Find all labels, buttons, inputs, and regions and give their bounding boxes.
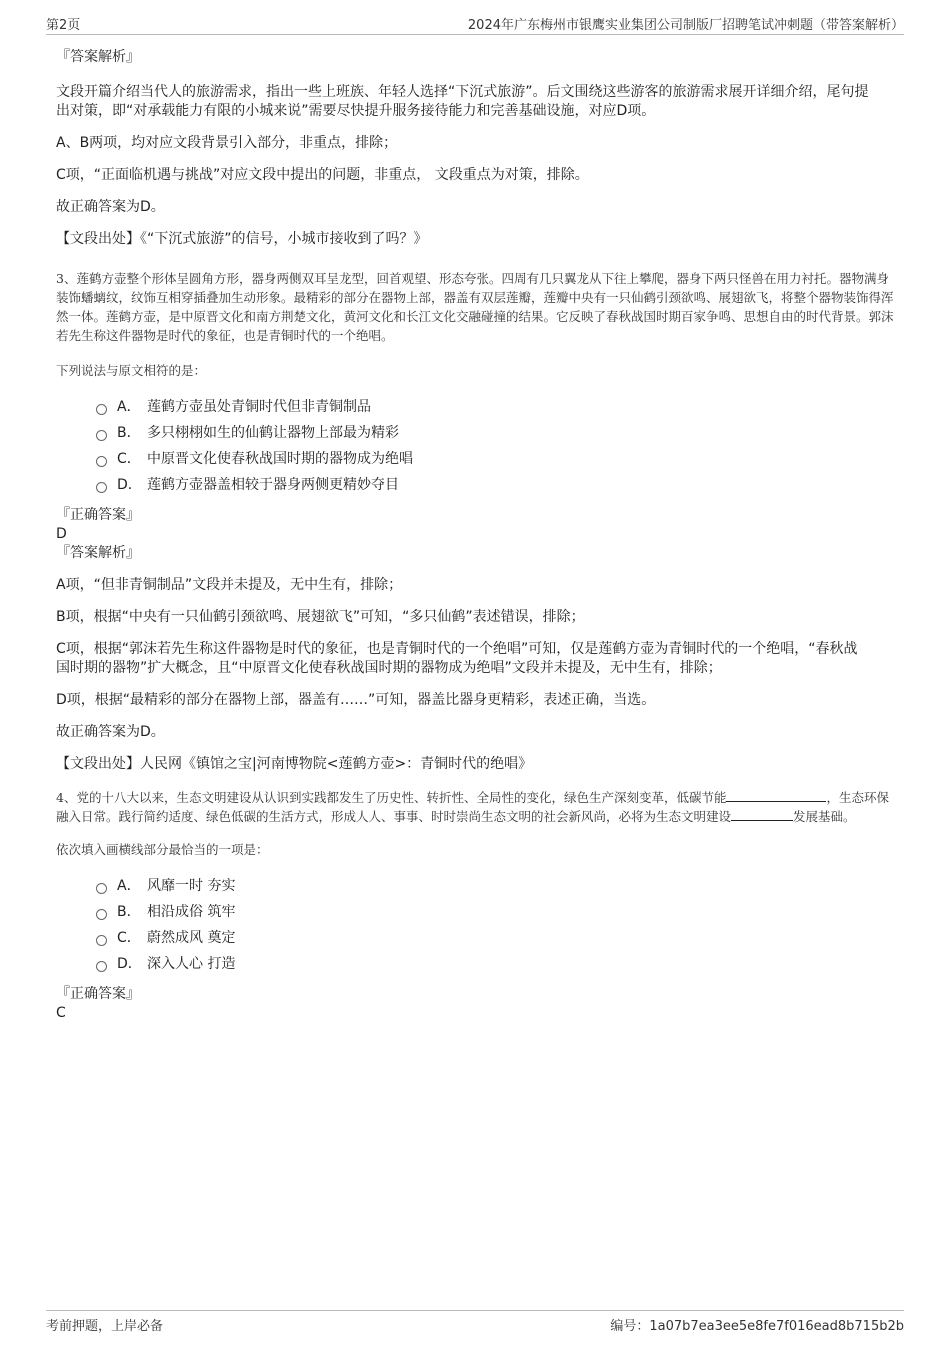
option-d[interactable]: D． 莲鹤方壶器盖相较于器身两侧更精妙夺目 bbox=[96, 472, 900, 498]
fill-blank-2 bbox=[731, 808, 793, 821]
analysis-line-c: C项，“正面临机遇与挑战”对应文段中提出的问题，非重点， 文段重点为对策，排除。 bbox=[56, 167, 589, 183]
fill-blank-1 bbox=[726, 789, 826, 802]
option-d[interactable]: D． 深入人心 打造 bbox=[96, 951, 900, 977]
radio-icon[interactable] bbox=[96, 883, 107, 894]
analysis-line-b: B项，根据“中央有一只仙鹤引颈欲鸣、展翅欲飞”可知，“多只仙鹤”表述错误，排除； bbox=[56, 609, 585, 625]
question-3-passage: 3、莲鹤方壶整个形体呈圆角方形，器身两侧双耳呈龙型，回首观望、形态夸张。四周有几只翼龙从下往上攀爬，器身下两只怪兽在用力衬托。器物满身装饰蟠螭纹，纹饰互相穿插叠加生动形象。最精彩的部分在器物上部，器盖有双层莲瓣，莲瓣中央有一只仙鹤引颈欲鸣、展翅欲飞，将整个器物装饰得浑然一体。莲鹤方壶，是中原晋文化和南方荆楚文化，黄河文化和长江文化交融碰撞的结果。它反映了春秋战国时期百家争鸣、思想自由的时代背景。郭沫若先生称这件器物是时代的象征，也是青铜时代的一个绝唱。 bbox=[56, 271, 894, 343]
radio-icon[interactable] bbox=[96, 909, 107, 920]
question-3-options bbox=[96, 394, 900, 498]
question-4-prompt: 依次填入画横线部分最恰当的一项是： bbox=[56, 842, 269, 857]
option-a[interactable]: A． 莲鹤方壶虽处青铜时代但非青铜制品 bbox=[96, 394, 900, 420]
question-4-passage: 4、党的十八大以来，生态文明建设从认识到实践都发生了历史性、转折性、全局性的变化，绿色生产深刻变革，低碳节能 ，生态环保融入日常。践行简约适度、绿色低碳的生活方式，形成人人、事事、时时崇尚生态文明的社会新风尚，必将为生态文明建设 发展基础。 bbox=[56, 790, 889, 824]
conclusion: 故正确答案为D。 bbox=[56, 199, 165, 215]
answer-label: 『正确答案』 bbox=[56, 986, 140, 1002]
source-citation: 【文段出处】《“下沉式旅游”的信号，小城市接收到了吗？》 bbox=[56, 231, 428, 247]
option-c[interactable]: C． 蔚然成风 奠定 bbox=[96, 925, 900, 951]
page-number: 第2页 bbox=[46, 18, 81, 33]
question-3-prompt: 下列说法与原文相符的是： bbox=[56, 363, 207, 378]
conclusion: 故正确答案为D。 bbox=[56, 724, 165, 740]
radio-icon[interactable] bbox=[96, 482, 107, 493]
analysis-label: 『答案解析』 bbox=[56, 545, 140, 561]
page-header bbox=[46, 12, 904, 35]
analysis-label: 『答案解析』 bbox=[56, 49, 140, 65]
page-content bbox=[56, 44, 900, 1023]
option-b[interactable]: B． 相沿成俗 筑牢 bbox=[96, 899, 900, 925]
analysis-line-c: C项，根据“郭沫若先生称这件器物是时代的象征，也是青铜时代的一个绝唱”可知，仅是莲鹤方壶为青铜时代的一个绝唱，“春秋战国时期的器物”扩大概念，且“中原晋文化使春秋战国时期的器物成为绝唱”文段并未提及，无中生有，排除； bbox=[56, 641, 858, 676]
radio-icon[interactable] bbox=[96, 430, 107, 441]
option-a[interactable]: A． 风靡一时 夯实 bbox=[96, 873, 900, 899]
answer-value: D bbox=[56, 526, 67, 542]
page-footer bbox=[46, 1310, 904, 1336]
radio-icon[interactable] bbox=[96, 404, 107, 415]
analysis-paragraph: 文段开篇介绍当代人的旅游需求，指出一些上班族、年轻人选择“下沉式旅游”。后文围绕这些游客的旅游需求展开详细介绍，尾句提出对策，即“对承载能力有限的小城来说”需要尽快提升服务接待能力和完善基础设施，对应D项。 bbox=[56, 84, 869, 119]
source-citation: 【文段出处】人民网《镇馆之宝|河南博物院<莲鹤方壶>：青铜时代的绝唱》 bbox=[56, 756, 533, 772]
document-title: 2024年广东梅州市银鹰实业集团公司制版厂招聘笔试冲刺题（带答案解析） bbox=[467, 18, 904, 33]
question-4-options bbox=[96, 873, 900, 977]
analysis-line-ab: A、B两项，均对应文段背景引入部分，非重点，排除； bbox=[56, 135, 398, 151]
option-b[interactable]: B． 多只栩栩如生的仙鹤让器物上部最为精彩 bbox=[96, 420, 900, 446]
document-id: 编号：1a07b7ea3ee5e8fe7f016ead8b715b2b bbox=[610, 1319, 904, 1334]
radio-icon[interactable] bbox=[96, 935, 107, 946]
option-c[interactable]: C． 中原晋文化使春秋战国时期的器物成为绝唱 bbox=[96, 446, 900, 472]
analysis-line-d: D项，根据“最精彩的部分在器物上部，器盖有……”可知，器盖比器身更精彩，表述正确，当选。 bbox=[56, 692, 656, 708]
answer-value: C bbox=[56, 1005, 66, 1021]
radio-icon[interactable] bbox=[96, 961, 107, 972]
answer-label: 『正确答案』 bbox=[56, 507, 140, 523]
analysis-line-a: A项，“但非青铜制品”文段并未提及，无中生有，排除； bbox=[56, 577, 403, 593]
footer-slogan: 考前押题，上岸必备 bbox=[46, 1319, 164, 1334]
radio-icon[interactable] bbox=[96, 456, 107, 467]
